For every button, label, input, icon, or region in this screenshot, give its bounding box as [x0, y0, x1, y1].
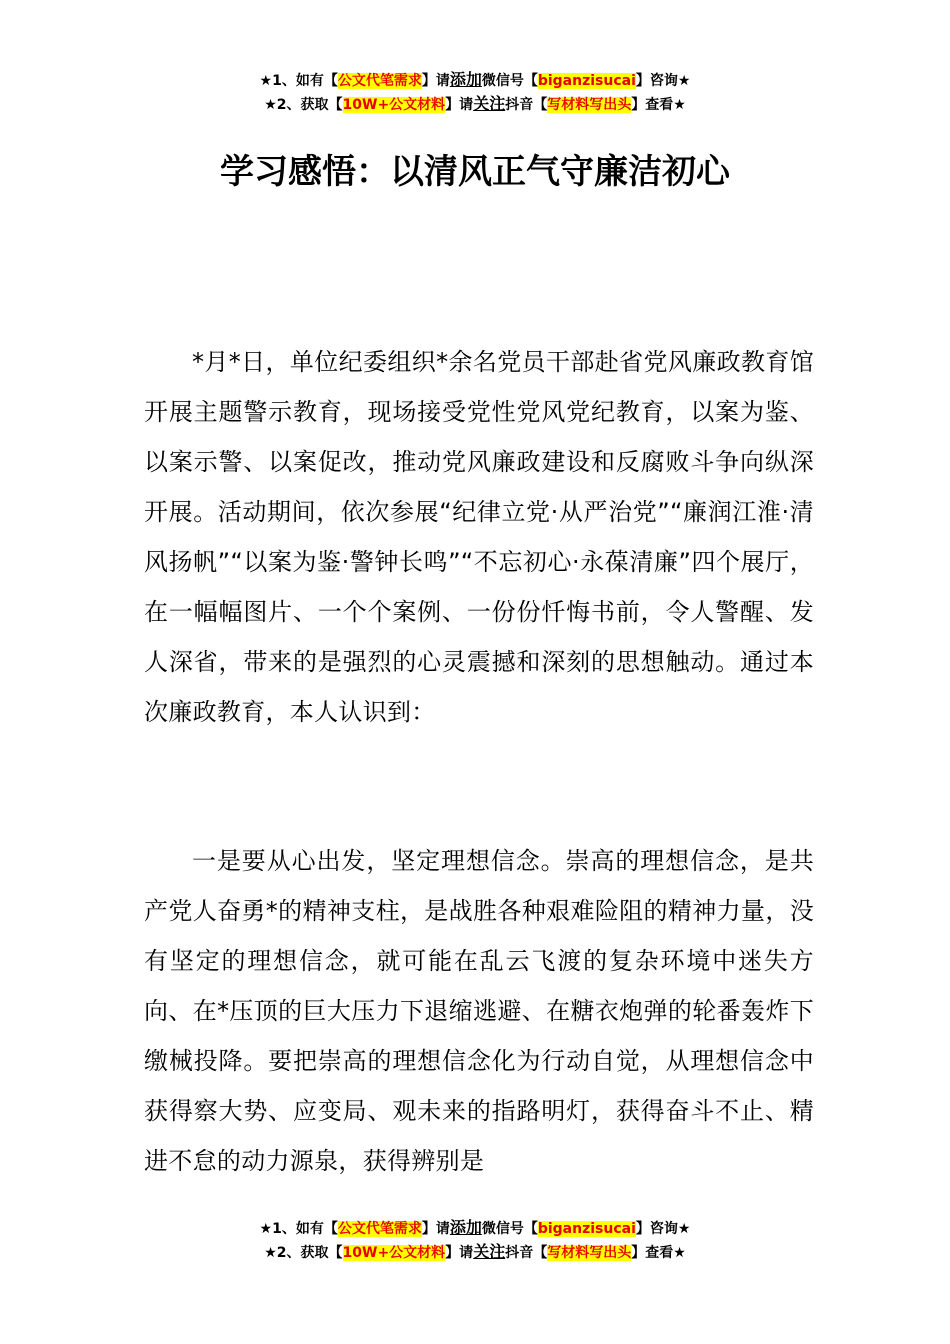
- banner-text: ★1、如有【: [259, 1221, 338, 1237]
- banner-line-2: [0, 92, 950, 116]
- banner-highlight: 写材料写出头: [547, 97, 632, 113]
- banner-line-1: [0, 1216, 950, 1240]
- banner-highlight: biganzisucai: [537, 73, 636, 89]
- footer-banner: [0, 1216, 950, 1264]
- banner-text: 抖音【: [505, 1245, 548, 1261]
- banner-highlight: 10W+公文材料: [342, 97, 446, 113]
- banner-text: 】查看★: [631, 97, 686, 113]
- banner-line-1: [0, 68, 950, 92]
- banner-emphasis: 添加: [449, 1218, 482, 1237]
- banner-text: ★2、获取【: [264, 1245, 343, 1261]
- banner-text: ★2、获取【: [264, 97, 343, 113]
- header-banner: [0, 68, 950, 116]
- banner-emphasis: 关注: [473, 94, 506, 113]
- banner-text: 微信号【: [481, 1221, 538, 1237]
- banner-emphasis: 添加: [449, 70, 482, 89]
- banner-line-2: [0, 1240, 950, 1264]
- banner-highlight: 写材料写出头: [547, 1245, 632, 1261]
- banner-text: 】请: [445, 1245, 474, 1261]
- page-title: 学习感悟：以清风正气守廉洁初心: [220, 152, 730, 192]
- banner-text: 微信号【: [481, 73, 538, 89]
- banner-text: 】请: [445, 97, 474, 113]
- banner-text: 抖音【: [505, 97, 548, 113]
- body-paragraph: *月*日，单位纪委组织*余名党员干部赴省党风廉政教育馆开展主题警示教育，现场接受党性党风党纪教育，以案为鉴、以案示警、以案促改，推动党风廉政建设和反腐败斗争向纵深开展。活动期间，依次参展“纪律立党·从严治党”“廉润江淮·清风扬帆”“以案为鉴·警钟长鸣”“不忘初心·永葆清廉”四个展厅，在一幅幅图片、一个个案例、一份份忏悔书前，令人警醒、发人深省，带来的是强烈的心灵震撼和深刻的思想触动。通过本次廉政教育，本人认识到：: [144, 348, 814, 726]
- banner-text: ★1、如有【: [259, 73, 338, 89]
- banner-highlight: 公文代笔需求: [337, 1221, 422, 1237]
- banner-text: 】请: [421, 73, 450, 89]
- banner-highlight: 10W+公文材料: [342, 1245, 446, 1261]
- banner-highlight: 公文代笔需求: [337, 73, 422, 89]
- banner-emphasis: 关注: [473, 1242, 506, 1261]
- banner-text: 】咨询★: [635, 73, 691, 89]
- banner-text: 】咨询★: [635, 1221, 691, 1237]
- body-paragraph: 一是要从心出发，坚定理想信念。崇高的理想信念，是共产党人奋勇*的精神支柱，是战胜各种艰难险阻的精神力量，没有坚定的理想信念，就可能在乱云飞渡的复杂环境中迷失方向、在*压顶的巨大压力下退缩逃避、在糖衣炮弹的轮番轰炸下缴械投降。要把崇高的理想信念化为行动自觉，从理想信念中获得察大势、应变局、观未来的指路明灯，获得奋斗不止、精进不怠的动力源泉，获得辨别是: [144, 847, 814, 1175]
- banner-text: 】查看★: [631, 1245, 686, 1261]
- banner-text: 】请: [421, 1221, 450, 1237]
- banner-highlight: biganzisucai: [537, 1221, 636, 1237]
